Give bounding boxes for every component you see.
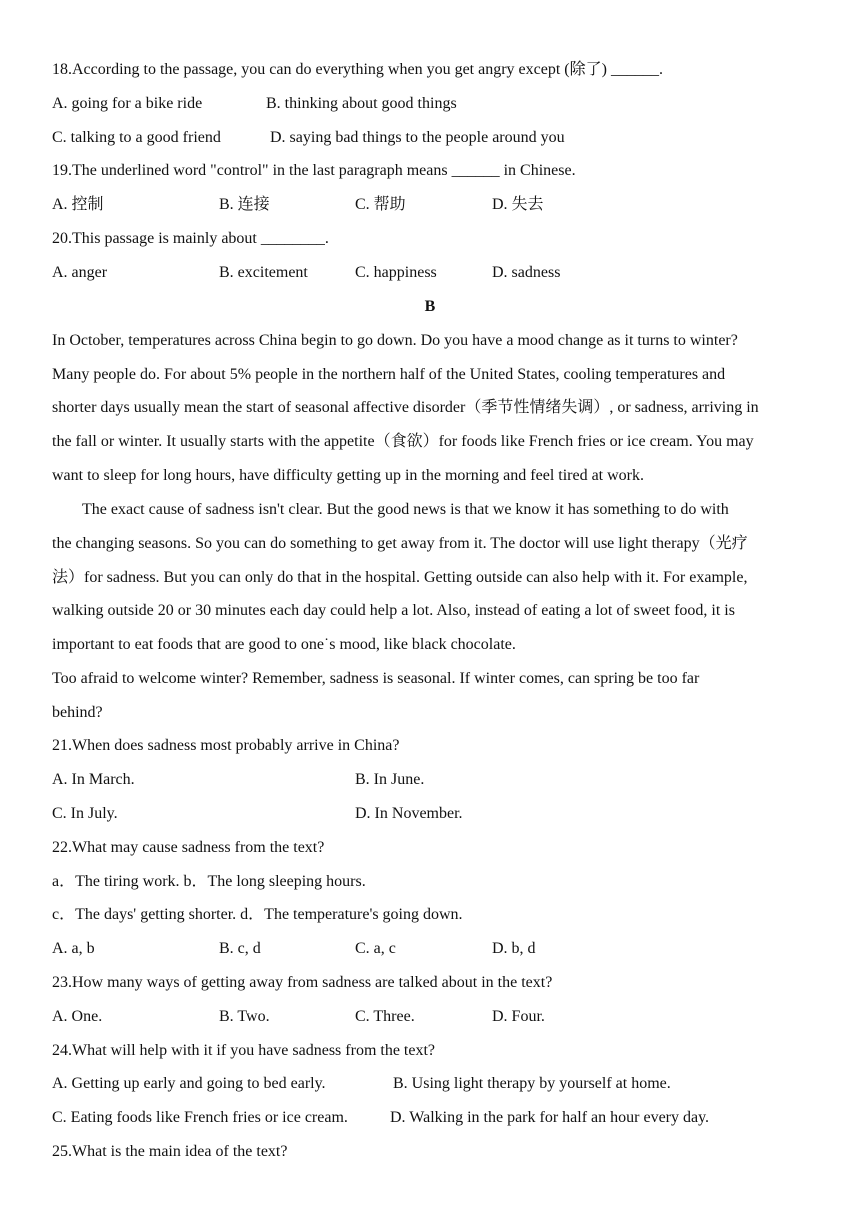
option-a: A. going for a bike ride	[52, 95, 203, 112]
option-b: B. c, d	[219, 940, 261, 957]
option-b: B. excitement	[219, 264, 308, 281]
option-b: B. thinking about good things	[266, 95, 457, 112]
question-24-options-row-2	[52, 1108, 822, 1128]
question-18-stem: 18.According to the passage, you can do everything when you get angry except (除了) ______.	[52, 61, 663, 78]
option-a: A. a, b	[52, 940, 95, 957]
question-23-options	[52, 1007, 822, 1027]
option-a: A. anger	[52, 264, 108, 281]
question-21-stem: 21.When does sadness most probably arrive in China?	[52, 737, 400, 754]
question-21-options-row-2	[52, 804, 822, 824]
option-d: D. sadness	[492, 264, 561, 281]
option-d: D. Four.	[492, 1008, 545, 1025]
section-b-heading: B	[424, 298, 436, 315]
question-21-options-row-1	[52, 770, 822, 790]
passage-line: Many people do. For about 5% people in the northern half of the United States, cooling temperatures and	[52, 366, 726, 383]
option-c: C. 帮助	[355, 196, 406, 213]
option-b: B. Two.	[219, 1008, 270, 1025]
question-22-stem: 22.What may cause sadness from the text?	[52, 839, 325, 856]
option-c: C. In July.	[52, 805, 118, 822]
option-d: D. saying bad things to the people around you	[270, 129, 565, 146]
question-18-options-row-2	[52, 128, 822, 148]
question-22-options	[52, 939, 822, 959]
passage-line: In October, temperatures across China begin to go down. Do you have a mood change as it turns to winter?	[52, 332, 738, 349]
passage-line: The exact cause of sadness isn't clear. But the good news is that we know it has something to do with	[82, 501, 729, 518]
option-b: B. 连接	[219, 196, 270, 213]
passage-line: shorter days usually mean the start of seasonal affective disorder（季节性情绪失调）, or sadness, arriving in	[52, 399, 759, 416]
question-19-options	[52, 195, 822, 215]
option-c: C. Three.	[355, 1008, 415, 1025]
question-19-stem: 19.The underlined word "control" in the last paragraph means ______ in Chinese.	[52, 162, 576, 179]
question-24-stem: 24.What will help with it if you have sadness from the text?	[52, 1042, 436, 1059]
question-25-stem: 25.What is the main idea of the text?	[52, 1143, 288, 1160]
question-20-options	[52, 263, 822, 283]
option-a: A. 控制	[52, 196, 104, 213]
option-c: C. talking to a good friend	[52, 129, 221, 146]
passage-line: 法）for sadness. But you can only do that in the hospital. Getting outside can also help with it. For example,	[52, 569, 748, 586]
option-d: D. 失去	[492, 196, 544, 213]
passage-line: the changing seasons. So you can do something to get away from it. The doctor will use light therapy（光疗	[52, 535, 748, 552]
option-d: D. Walking in the park for half an hour every day.	[390, 1109, 710, 1126]
option-a: A. Getting up early and going to bed early.	[52, 1075, 326, 1092]
question-22-choices-2: c．The days' getting shorter. d．The temperature's going down.	[52, 906, 463, 923]
option-c: C. Eating foods like French fries or ice cream.	[52, 1109, 348, 1126]
passage-line: Too afraid to welcome winter? Remember, sadness is seasonal. If winter comes, can spring be too far	[52, 670, 700, 687]
passage-line: important to eat foods that are good to one˙s mood, like black chocolate.	[52, 636, 516, 653]
passage-line: want to sleep for long hours, have difficulty getting up in the morning and feel tired at work.	[52, 467, 645, 484]
option-b: B. In June.	[355, 771, 425, 788]
question-20-stem: 20.This passage is mainly about ________.	[52, 230, 329, 247]
option-b: B. Using light therapy by yourself at home.	[393, 1075, 671, 1092]
option-d: D. b, d	[492, 940, 536, 957]
question-24-options-row-1	[52, 1074, 822, 1094]
passage-line: walking outside 20 or 30 minutes each day could help a lot. Also, instead of eating a lot of sweet food, it is	[52, 602, 735, 619]
question-22-choices-1: a．The tiring work. b．The long sleeping hours.	[52, 873, 366, 890]
option-d: D. In November.	[355, 805, 463, 822]
question-23-stem: 23.How many ways of getting away from sadness are talked about in the text?	[52, 974, 553, 991]
option-a: A. In March.	[52, 771, 135, 788]
option-c: C. a, c	[355, 940, 396, 957]
passage-line: the fall or winter. It usually starts with the appetite（食欲）for foods like French fries or ice cream. You may	[52, 433, 754, 450]
question-18-options-row-1	[52, 94, 822, 114]
option-a: A. One.	[52, 1008, 103, 1025]
option-c: C. happiness	[355, 264, 437, 281]
passage-line: behind?	[52, 704, 103, 721]
